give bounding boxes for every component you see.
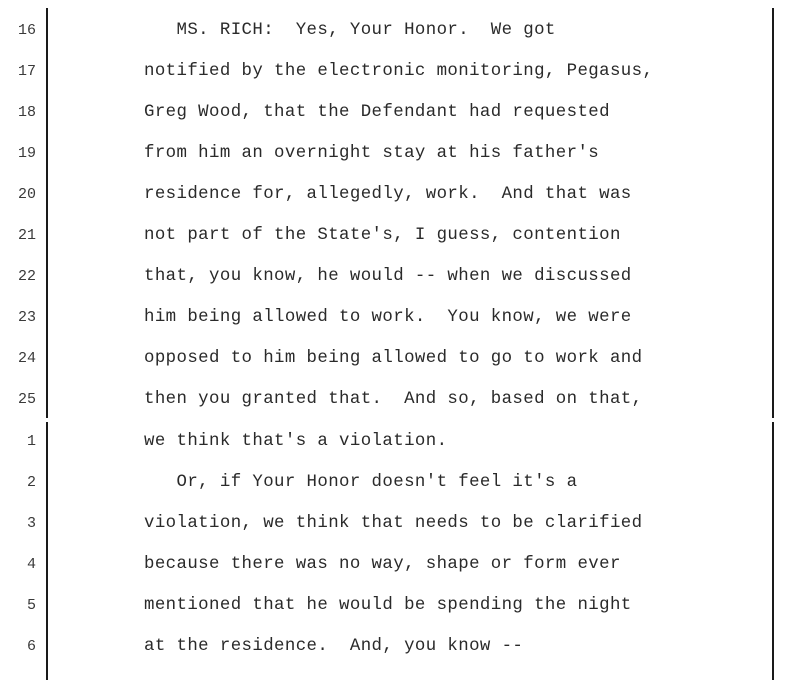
transcript-line bbox=[0, 585, 788, 626]
line-number: 16 bbox=[17, 22, 36, 39]
line-text: then you granted that. And so, based on that, bbox=[144, 390, 643, 409]
line-text: from him an overnight stay at his father's bbox=[144, 144, 600, 163]
line-number: 21 bbox=[17, 227, 36, 244]
line-number: 17 bbox=[17, 63, 36, 80]
line-number: 22 bbox=[17, 268, 36, 285]
line-number: 20 bbox=[17, 186, 36, 203]
transcript-line bbox=[0, 462, 788, 503]
transcript-line bbox=[0, 215, 788, 256]
transcript-line bbox=[0, 92, 788, 133]
transcript-line bbox=[0, 338, 788, 379]
line-text: at the residence. And, you know -- bbox=[144, 637, 524, 656]
line-number: 19 bbox=[17, 145, 36, 162]
line-number: 23 bbox=[17, 309, 36, 326]
transcript-line bbox=[0, 503, 788, 544]
transcript-line bbox=[0, 133, 788, 174]
line-text: notified by the electronic monitoring, Pegasus, bbox=[144, 62, 654, 81]
line-text: not part of the State's, I guess, contention bbox=[144, 226, 621, 245]
transcript-line bbox=[0, 297, 788, 338]
line-number: 2 bbox=[26, 474, 36, 491]
line-text: opposed to him being allowed to go to work and bbox=[144, 349, 643, 368]
line-text: MS. RICH: Yes, Your Honor. We got bbox=[144, 21, 556, 40]
line-number: 25 bbox=[17, 391, 36, 408]
transcript-line bbox=[0, 10, 788, 51]
line-text: violation, we think that needs to be clarified bbox=[144, 514, 643, 533]
line-text: because there was no way, shape or form ever bbox=[144, 555, 621, 574]
line-text: him being allowed to work. You know, we were bbox=[144, 308, 632, 327]
transcript-segment-page-2 bbox=[0, 420, 788, 682]
line-text: that, you know, he would -- when we discussed bbox=[144, 267, 632, 286]
transcript-line bbox=[0, 256, 788, 297]
line-number: 18 bbox=[17, 104, 36, 121]
line-number: 1 bbox=[26, 433, 36, 450]
line-number: 4 bbox=[26, 556, 36, 573]
line-number: 24 bbox=[17, 350, 36, 367]
line-text: Greg Wood, that the Defendant had requested bbox=[144, 103, 610, 122]
line-text: Or, if Your Honor doesn't feel it's a bbox=[144, 473, 578, 492]
line-text: mentioned that he would be spending the night bbox=[144, 596, 632, 615]
line-text: residence for, allegedly, work. And that was bbox=[144, 185, 632, 204]
line-number: 5 bbox=[26, 597, 36, 614]
transcript-line bbox=[0, 626, 788, 667]
transcript-line bbox=[0, 379, 788, 420]
line-text: we think that's a violation. bbox=[144, 432, 448, 451]
transcript-line bbox=[0, 174, 788, 215]
line-number: 3 bbox=[26, 515, 36, 532]
transcript-line bbox=[0, 544, 788, 585]
transcript-line bbox=[0, 51, 788, 92]
transcript-line bbox=[0, 421, 788, 462]
line-number: 6 bbox=[26, 638, 36, 655]
